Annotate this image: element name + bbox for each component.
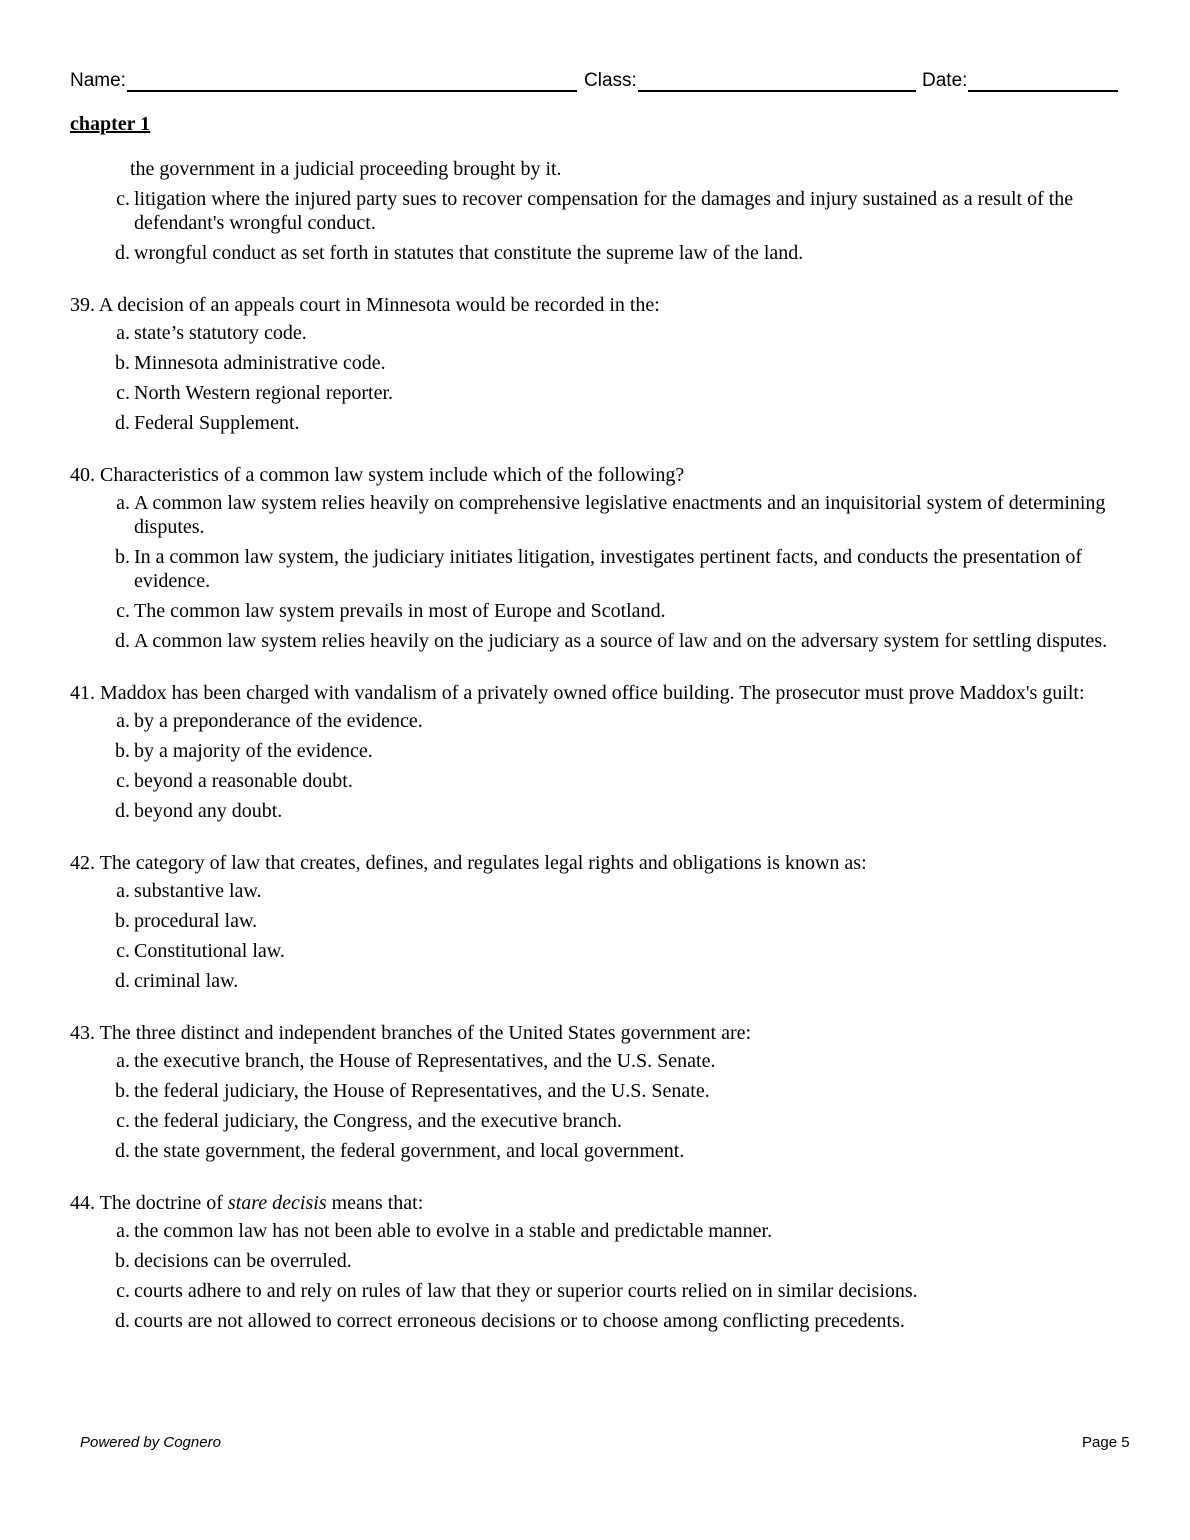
option <box>70 187 1120 235</box>
option <box>70 799 1120 823</box>
date-field <box>922 70 1118 92</box>
option-letter: a. <box>116 880 130 902</box>
option-letter: a. <box>116 322 130 344</box>
option-letter: a. <box>116 1050 130 1072</box>
question-stem <box>70 851 1120 875</box>
option-text: North Western regional reporter. <box>134 382 394 404</box>
option-letter: b. <box>115 352 130 374</box>
option-letter: c. <box>116 382 130 404</box>
option-letter: d. <box>115 970 130 992</box>
question-40 <box>70 463 1120 653</box>
option-text: the state government, the federal government, and local government. <box>134 1140 685 1162</box>
option-letter: c. <box>116 770 130 792</box>
question-number: 40. <box>70 464 95 486</box>
option <box>70 879 1120 903</box>
option-text: the federal judiciary, the Congress, and the executive branch. <box>134 1110 622 1132</box>
option-text: Constitutional law. <box>134 940 285 962</box>
class-field <box>584 70 916 92</box>
option-text: procedural law. <box>134 910 258 932</box>
option <box>70 241 1120 265</box>
date-line[interactable] <box>968 70 1118 92</box>
option-text: Federal Supplement. <box>134 412 300 434</box>
class-label: Class: <box>584 70 637 91</box>
option-text: wrongful conduct as set forth in statutes that constitute the supreme law of the land. <box>134 242 804 264</box>
chapter-title: chapter 1 <box>70 113 151 135</box>
question-42 <box>70 851 1120 993</box>
question-text-after: means that: <box>331 1192 424 1214</box>
option-letter: d. <box>115 242 130 264</box>
question-43 <box>70 1021 1120 1163</box>
option-text: the executive branch, the House of Representatives, and the U.S. Senate. <box>134 1050 716 1072</box>
option-text: A common law system relies heavily on the judiciary as a source of law and on the adversary system for settling disputes. <box>134 630 1108 652</box>
continued-lead-text: the government in a judicial proceeding brought by it. <box>130 158 562 180</box>
option-text: state’s statutory code. <box>134 322 307 344</box>
option-letter: d. <box>115 1310 130 1332</box>
option-text: the federal judiciary, the House of Representatives, and the U.S. Senate. <box>134 1080 710 1102</box>
question-41 <box>70 681 1120 823</box>
option-letter: b. <box>115 740 130 762</box>
option-letter: a. <box>116 1220 130 1242</box>
question-number: 39. <box>70 294 95 316</box>
question-number: 42. <box>70 852 95 874</box>
question-stem <box>70 463 1120 487</box>
option <box>70 1079 1120 1103</box>
option-text: the common law has not been able to evolve in a stable and predictable manner. <box>134 1220 773 1242</box>
option-text: by a majority of the evidence. <box>134 740 373 762</box>
option-letter: b. <box>115 1250 130 1272</box>
question-text: Characteristics of a common law system include which of the following? <box>100 464 685 486</box>
option-letter: c. <box>116 1110 130 1132</box>
option-text: by a preponderance of the evidence. <box>134 710 423 732</box>
option <box>70 1139 1120 1163</box>
question-number: 44. <box>70 1192 95 1214</box>
option-letter: d. <box>115 1140 130 1162</box>
question-text: Maddox has been charged with vandalism of a privately owned office building. The prosecutor must prove Maddox's guilt: <box>100 682 1085 704</box>
option <box>70 321 1120 345</box>
option <box>70 411 1120 435</box>
question-stem <box>70 1021 1120 1045</box>
option-letter: c. <box>116 600 130 622</box>
question-stem <box>70 293 1120 317</box>
question-number: 41. <box>70 682 95 704</box>
option-text: A common law system relies heavily on comprehensive legislative enactments and an inquisitorial system of determining disputes. <box>134 492 1106 538</box>
option <box>70 599 1120 623</box>
option <box>70 969 1120 993</box>
question-text: A decision of an appeals court in Minnesota would be recorded in the: <box>98 294 660 316</box>
name-label: Name: <box>70 70 126 91</box>
option-letter: b. <box>115 1080 130 1102</box>
option <box>70 709 1120 733</box>
question-text-italic: stare decisis <box>227 1192 327 1214</box>
option <box>70 351 1120 375</box>
name-field <box>70 70 577 92</box>
option <box>70 939 1120 963</box>
option-letter: c. <box>116 188 130 210</box>
option-text: criminal law. <box>134 970 239 992</box>
option <box>70 1109 1120 1133</box>
option <box>70 1049 1120 1073</box>
option-letter: c. <box>116 1280 130 1302</box>
option <box>70 739 1120 763</box>
header <box>70 70 1120 96</box>
option <box>70 1219 1120 1243</box>
option-text: beyond any doubt. <box>134 800 283 822</box>
option-letter: c. <box>116 940 130 962</box>
option-text: courts are not allowed to correct erroneous decisions or to choose among conflicting precedents. <box>134 1310 905 1332</box>
question-number: 43. <box>70 1022 95 1044</box>
option <box>70 1249 1120 1273</box>
option-letter: a. <box>116 492 130 514</box>
option-letter: d. <box>115 630 130 652</box>
option-text: litigation where the injured party sues to recover compensation for the damages and injury sustained as a result of the defendant's wrongful conduct. <box>134 188 1074 234</box>
question-stem <box>70 1191 1120 1215</box>
question-44 <box>70 1191 1120 1333</box>
continued-question <box>70 157 1120 265</box>
option <box>70 629 1120 653</box>
question-stem <box>70 681 1120 705</box>
option-letter: b. <box>115 910 130 932</box>
option <box>70 545 1120 593</box>
option <box>70 381 1120 405</box>
option <box>70 491 1120 539</box>
name-line[interactable] <box>127 70 577 92</box>
option <box>70 769 1120 793</box>
date-label: Date: <box>922 70 968 91</box>
option <box>70 1279 1120 1303</box>
option-letter: b. <box>115 546 130 568</box>
question-text: The category of law that creates, defines, and regulates legal rights and obligations is known as: <box>99 852 867 874</box>
page-number: Page 5 <box>1082 1434 1130 1451</box>
option-text: In a common law system, the judiciary initiates litigation, investigates pertinent facts, and conducts the presentation of evidence. <box>134 546 1083 592</box>
class-line[interactable] <box>638 70 916 92</box>
questions-content <box>70 157 1120 1339</box>
option-text: courts adhere to and rely on rules of law that they or superior courts relied on in similar decisions. <box>134 1280 918 1302</box>
option-text: substantive law. <box>134 880 262 902</box>
option <box>70 909 1120 933</box>
option-text: beyond a reasonable doubt. <box>134 770 353 792</box>
question-text: The three distinct and independent branches of the United States government are: <box>99 1022 752 1044</box>
option-letter: d. <box>115 412 130 434</box>
option-text: Minnesota administrative code. <box>134 352 386 374</box>
option <box>70 1309 1120 1333</box>
option-text: decisions can be overruled. <box>134 1250 352 1272</box>
option-text: The common law system prevails in most of Europe and Scotland. <box>134 600 666 622</box>
powered-by: Powered by Cognero <box>80 1434 221 1451</box>
option-letter: d. <box>115 800 130 822</box>
question-text-before: The doctrine of <box>99 1192 223 1214</box>
question-39 <box>70 293 1120 435</box>
option-letter: a. <box>116 710 130 732</box>
